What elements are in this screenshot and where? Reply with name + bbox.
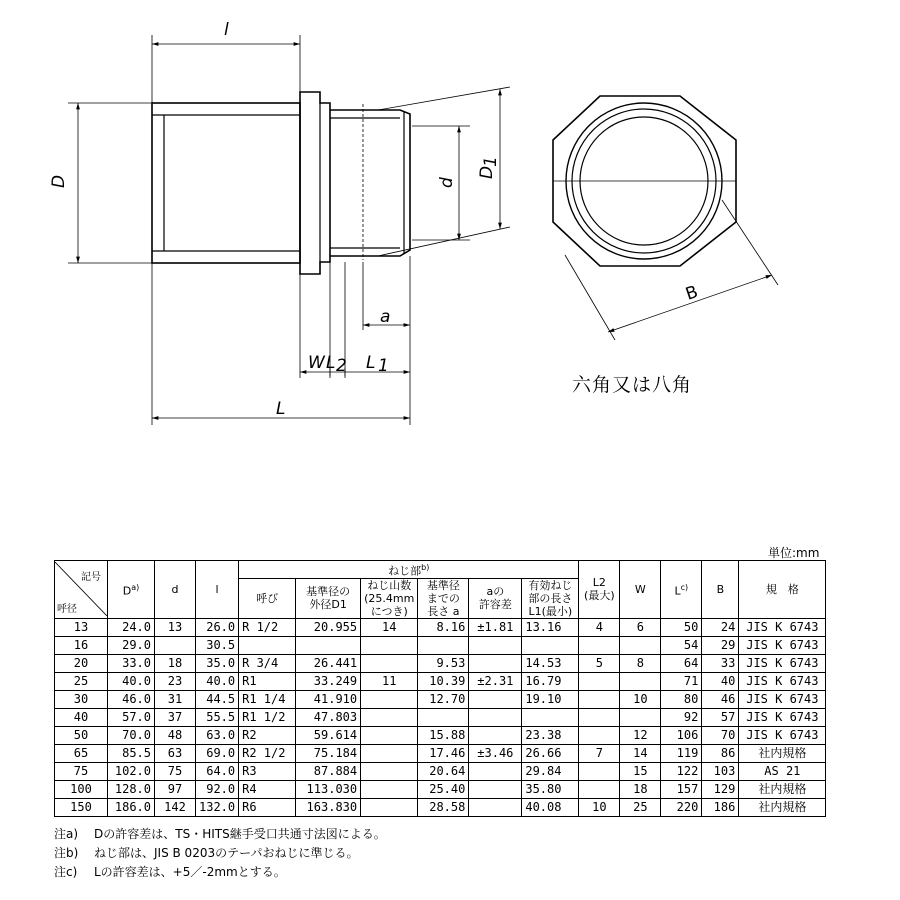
cell-L2	[579, 780, 620, 798]
cell-kikaku: JIS K 6743	[739, 672, 826, 690]
cell-l: 44.5	[196, 690, 239, 708]
cell-kikaku: 社内規格	[739, 798, 826, 816]
cell-tol: ±1.81	[469, 618, 522, 636]
cell-yobi: R3	[239, 762, 296, 780]
cell-B: 29	[702, 636, 739, 654]
cell-size: 16	[55, 636, 108, 654]
header-W: W	[620, 561, 661, 619]
label-W: W	[308, 353, 325, 373]
cell-D1: 26.441	[296, 654, 361, 672]
cell-W: 10	[620, 690, 661, 708]
cell-B: 103	[702, 762, 739, 780]
label-l: l	[224, 20, 229, 40]
header-L: $L^{c)}$	[661, 561, 702, 619]
end-view-caption: 六角又は八角	[572, 374, 693, 396]
label-B: B	[683, 282, 701, 305]
cell-threads: 11	[361, 672, 418, 690]
cell-yobi: R6	[239, 798, 296, 816]
cell-d: 18	[155, 654, 196, 672]
cell-L: 157	[661, 780, 702, 798]
cell-a: 9.53	[418, 654, 469, 672]
cell-d: 31	[155, 690, 196, 708]
cell-L2	[579, 726, 620, 744]
label-L1-sub: 1	[378, 356, 389, 376]
cell-threads	[361, 798, 418, 816]
cell-D1: 41.910	[296, 690, 361, 708]
cell-threads	[361, 762, 418, 780]
cell-tol	[469, 690, 522, 708]
cell-D1: 47.803	[296, 708, 361, 726]
table-row	[55, 618, 826, 636]
cell-tol: ±2.31	[469, 672, 522, 690]
cell-B: 33	[702, 654, 739, 672]
header-L1: 有効ねじ 部の長さ L1(最小)	[522, 578, 579, 618]
svg-text:D: D	[477, 165, 497, 179]
cell-L1: 26.66	[522, 744, 579, 762]
cell-size: 40	[55, 708, 108, 726]
cell-size: 25	[55, 672, 108, 690]
cell-B: 40	[702, 672, 739, 690]
cell-yobi: R 3/4	[239, 654, 296, 672]
table-row	[55, 744, 826, 762]
cell-D: 57.0	[108, 708, 155, 726]
cell-l: 92.0	[196, 780, 239, 798]
end-view	[553, 96, 778, 340]
cell-W	[620, 708, 661, 726]
cell-D: 33.0	[108, 654, 155, 672]
cell-L2	[579, 690, 620, 708]
cell-B: 86	[702, 744, 739, 762]
cell-W	[620, 672, 661, 690]
cell-L1: 14.53	[522, 654, 579, 672]
table-row	[55, 636, 826, 654]
cell-D1: 87.884	[296, 762, 361, 780]
header-B: B	[702, 561, 739, 619]
cell-threads	[361, 744, 418, 762]
cell-D: 46.0	[108, 690, 155, 708]
cell-yobi: R1	[239, 672, 296, 690]
cell-W: 6	[620, 618, 661, 636]
cell-D: 102.0	[108, 762, 155, 780]
cell-L2: 7	[579, 744, 620, 762]
cell-tol: ±3.46	[469, 744, 522, 762]
cell-yobi: R 1/2	[239, 618, 296, 636]
cell-threads	[361, 780, 418, 798]
header-tol: aの 許容差	[469, 578, 522, 618]
cell-threads	[361, 636, 418, 654]
cell-L: 106	[661, 726, 702, 744]
label-D1	[477, 156, 501, 179]
cell-L2: 4	[579, 618, 620, 636]
unit-label: 単位:mm	[768, 546, 820, 560]
cell-d: 37	[155, 708, 196, 726]
cell-l: 55.5	[196, 708, 239, 726]
cell-threads	[361, 726, 418, 744]
cell-size: 100	[55, 780, 108, 798]
cell-B: 57	[702, 708, 739, 726]
cell-yobi: R1 1/4	[239, 690, 296, 708]
spec-table	[54, 560, 826, 817]
cell-B: 46	[702, 690, 739, 708]
cell-d	[155, 636, 196, 654]
cell-d: 75	[155, 762, 196, 780]
cell-D: 186.0	[108, 798, 155, 816]
cell-W: 8	[620, 654, 661, 672]
table-body	[55, 618, 826, 816]
cell-a: 28.58	[418, 798, 469, 816]
header-neji: ねじ部$^{b)}$	[239, 561, 579, 579]
cell-l: 69.0	[196, 744, 239, 762]
table-row	[55, 708, 826, 726]
cell-kikaku: AS 21	[739, 762, 826, 780]
svg-text:1: 1	[481, 156, 501, 167]
cell-tol	[469, 798, 522, 816]
cell-W: 25	[620, 798, 661, 816]
cell-kikaku: JIS K 6743	[739, 618, 826, 636]
cell-kikaku: JIS K 6743	[739, 726, 826, 744]
cell-L: 71	[661, 672, 702, 690]
cell-L: 220	[661, 798, 702, 816]
header-D: $D^{a)}$	[108, 561, 155, 619]
corner-diagonal	[55, 562, 107, 616]
cell-yobi: R2	[239, 726, 296, 744]
header-D1: 基準径の 外径D1	[296, 578, 361, 618]
cell-L: 119	[661, 744, 702, 762]
cell-threads	[361, 654, 418, 672]
cell-yobi	[239, 636, 296, 654]
cell-L: 54	[661, 636, 702, 654]
cell-D1: 33.249	[296, 672, 361, 690]
svg-text:記号: 記号	[81, 572, 101, 584]
cell-D1: 113.030	[296, 780, 361, 798]
cell-L1: 35.80	[522, 780, 579, 798]
table-row	[55, 726, 826, 744]
cell-L1	[522, 636, 579, 654]
cell-tol	[469, 654, 522, 672]
label-a: a	[380, 307, 391, 327]
cell-B: 70	[702, 726, 739, 744]
cell-size: 65	[55, 744, 108, 762]
cell-L2	[579, 672, 620, 690]
cell-D: 128.0	[108, 780, 155, 798]
cell-W: 15	[620, 762, 661, 780]
note-a: 注a) Dの許容差は、TS・HITS継手受口共通寸法図による。	[54, 827, 386, 841]
cell-a: 17.46	[418, 744, 469, 762]
cell-l: 30.5	[196, 636, 239, 654]
cell-D1: 75.184	[296, 744, 361, 762]
cell-size: 50	[55, 726, 108, 744]
label-d: d	[437, 177, 457, 188]
cell-l: 35.0	[196, 654, 239, 672]
label-L2: L	[326, 353, 336, 373]
cell-kikaku: JIS K 6743	[739, 708, 826, 726]
cell-a	[418, 708, 469, 726]
cell-W: 18	[620, 780, 661, 798]
svg-text:呼径: 呼径	[57, 604, 77, 616]
cell-L: 80	[661, 690, 702, 708]
corner-header	[55, 561, 108, 619]
side-view	[152, 92, 410, 274]
cell-threads	[361, 708, 418, 726]
cell-size: 30	[55, 690, 108, 708]
cell-B: 129	[702, 780, 739, 798]
cell-a: 10.39	[418, 672, 469, 690]
cell-L1: 23.38	[522, 726, 579, 744]
cell-d: 63	[155, 744, 196, 762]
side-dimensions	[68, 35, 510, 425]
note-b: 注b) ねじ部は、JIS B 0203のテーパおねじに準じる。	[54, 846, 359, 860]
cell-L1: 13.16	[522, 618, 579, 636]
cell-d: 48	[155, 726, 196, 744]
cell-L1: 40.08	[522, 798, 579, 816]
cell-D: 70.0	[108, 726, 155, 744]
cell-a: 15.88	[418, 726, 469, 744]
cell-L2: 5	[579, 654, 620, 672]
cell-yobi: R1 1/2	[239, 708, 296, 726]
cell-d: 23	[155, 672, 196, 690]
label-L: L	[276, 399, 286, 419]
cell-kikaku: JIS K 6743	[739, 636, 826, 654]
cell-L1: 29.84	[522, 762, 579, 780]
cell-size: 20	[55, 654, 108, 672]
cell-l: 26.0	[196, 618, 239, 636]
cell-L2	[579, 708, 620, 726]
cell-L: 92	[661, 708, 702, 726]
note-c: 注c) Lの許容差は、+5／-2mmとする。	[54, 865, 286, 879]
cell-L2: 10	[579, 798, 620, 816]
cell-W: 12	[620, 726, 661, 744]
cell-L: 122	[661, 762, 702, 780]
cell-B: 186	[702, 798, 739, 816]
cell-l: 40.0	[196, 672, 239, 690]
cell-d: 13	[155, 618, 196, 636]
cell-tol	[469, 636, 522, 654]
table-row	[55, 654, 826, 672]
cell-yobi: R2 1/2	[239, 744, 296, 762]
table-row	[55, 690, 826, 708]
table-row	[55, 798, 826, 816]
header-kikaku: 規 格	[739, 561, 826, 619]
header-L2: L2 (最大)	[579, 561, 620, 619]
cell-a	[418, 636, 469, 654]
cell-kikaku: JIS K 6743	[739, 654, 826, 672]
header-l: l	[196, 561, 239, 619]
label-L2-sub: 2	[336, 356, 347, 376]
cell-size: 75	[55, 762, 108, 780]
header-a: 基準径 までの 長さ a	[418, 578, 469, 618]
header-d: d	[155, 561, 196, 619]
cell-kikaku: 社内規格	[739, 780, 826, 798]
cell-D: 85.5	[108, 744, 155, 762]
cell-L1	[522, 708, 579, 726]
cell-L2	[579, 762, 620, 780]
cell-yobi: R4	[239, 780, 296, 798]
cell-kikaku: JIS K 6743	[739, 690, 826, 708]
cell-W	[620, 636, 661, 654]
cell-D: 40.0	[108, 672, 155, 690]
cell-a: 8.16	[418, 618, 469, 636]
cell-L: 64	[661, 654, 702, 672]
cell-L1: 19.10	[522, 690, 579, 708]
cell-tol	[469, 708, 522, 726]
cell-D1: 163.830	[296, 798, 361, 816]
cell-D: 29.0	[108, 636, 155, 654]
table-row	[55, 780, 826, 798]
cell-kikaku: 社内規格	[739, 744, 826, 762]
cell-l: 63.0	[196, 726, 239, 744]
cell-size: 150	[55, 798, 108, 816]
cell-d: 97	[155, 780, 196, 798]
cell-l: 132.0	[196, 798, 239, 816]
cell-W: 14	[620, 744, 661, 762]
cell-B: 24	[702, 618, 739, 636]
label-L1: L	[366, 353, 376, 373]
cell-D1: 20.955	[296, 618, 361, 636]
cell-a: 25.40	[418, 780, 469, 798]
cell-tol	[469, 762, 522, 780]
cell-L: 50	[661, 618, 702, 636]
cell-tol	[469, 780, 522, 798]
cell-l: 64.0	[196, 762, 239, 780]
cell-D1: 59.614	[296, 726, 361, 744]
notes	[54, 825, 386, 882]
cell-d: 142	[155, 798, 196, 816]
cell-D1	[296, 636, 361, 654]
header-threads: ねじ山数 (25.4mm につき)	[361, 578, 418, 618]
cell-a: 20.64	[418, 762, 469, 780]
cell-threads: 14	[361, 618, 418, 636]
table-row	[55, 672, 826, 690]
cell-D: 24.0	[108, 618, 155, 636]
table-row	[55, 762, 826, 780]
cell-tol	[469, 726, 522, 744]
cell-a: 12.70	[418, 690, 469, 708]
cell-L1: 16.79	[522, 672, 579, 690]
header-yobi: 呼び	[239, 578, 296, 618]
cell-L2	[579, 636, 620, 654]
cell-threads	[361, 690, 418, 708]
cell-size: 13	[55, 618, 108, 636]
label-D: D	[49, 174, 69, 188]
